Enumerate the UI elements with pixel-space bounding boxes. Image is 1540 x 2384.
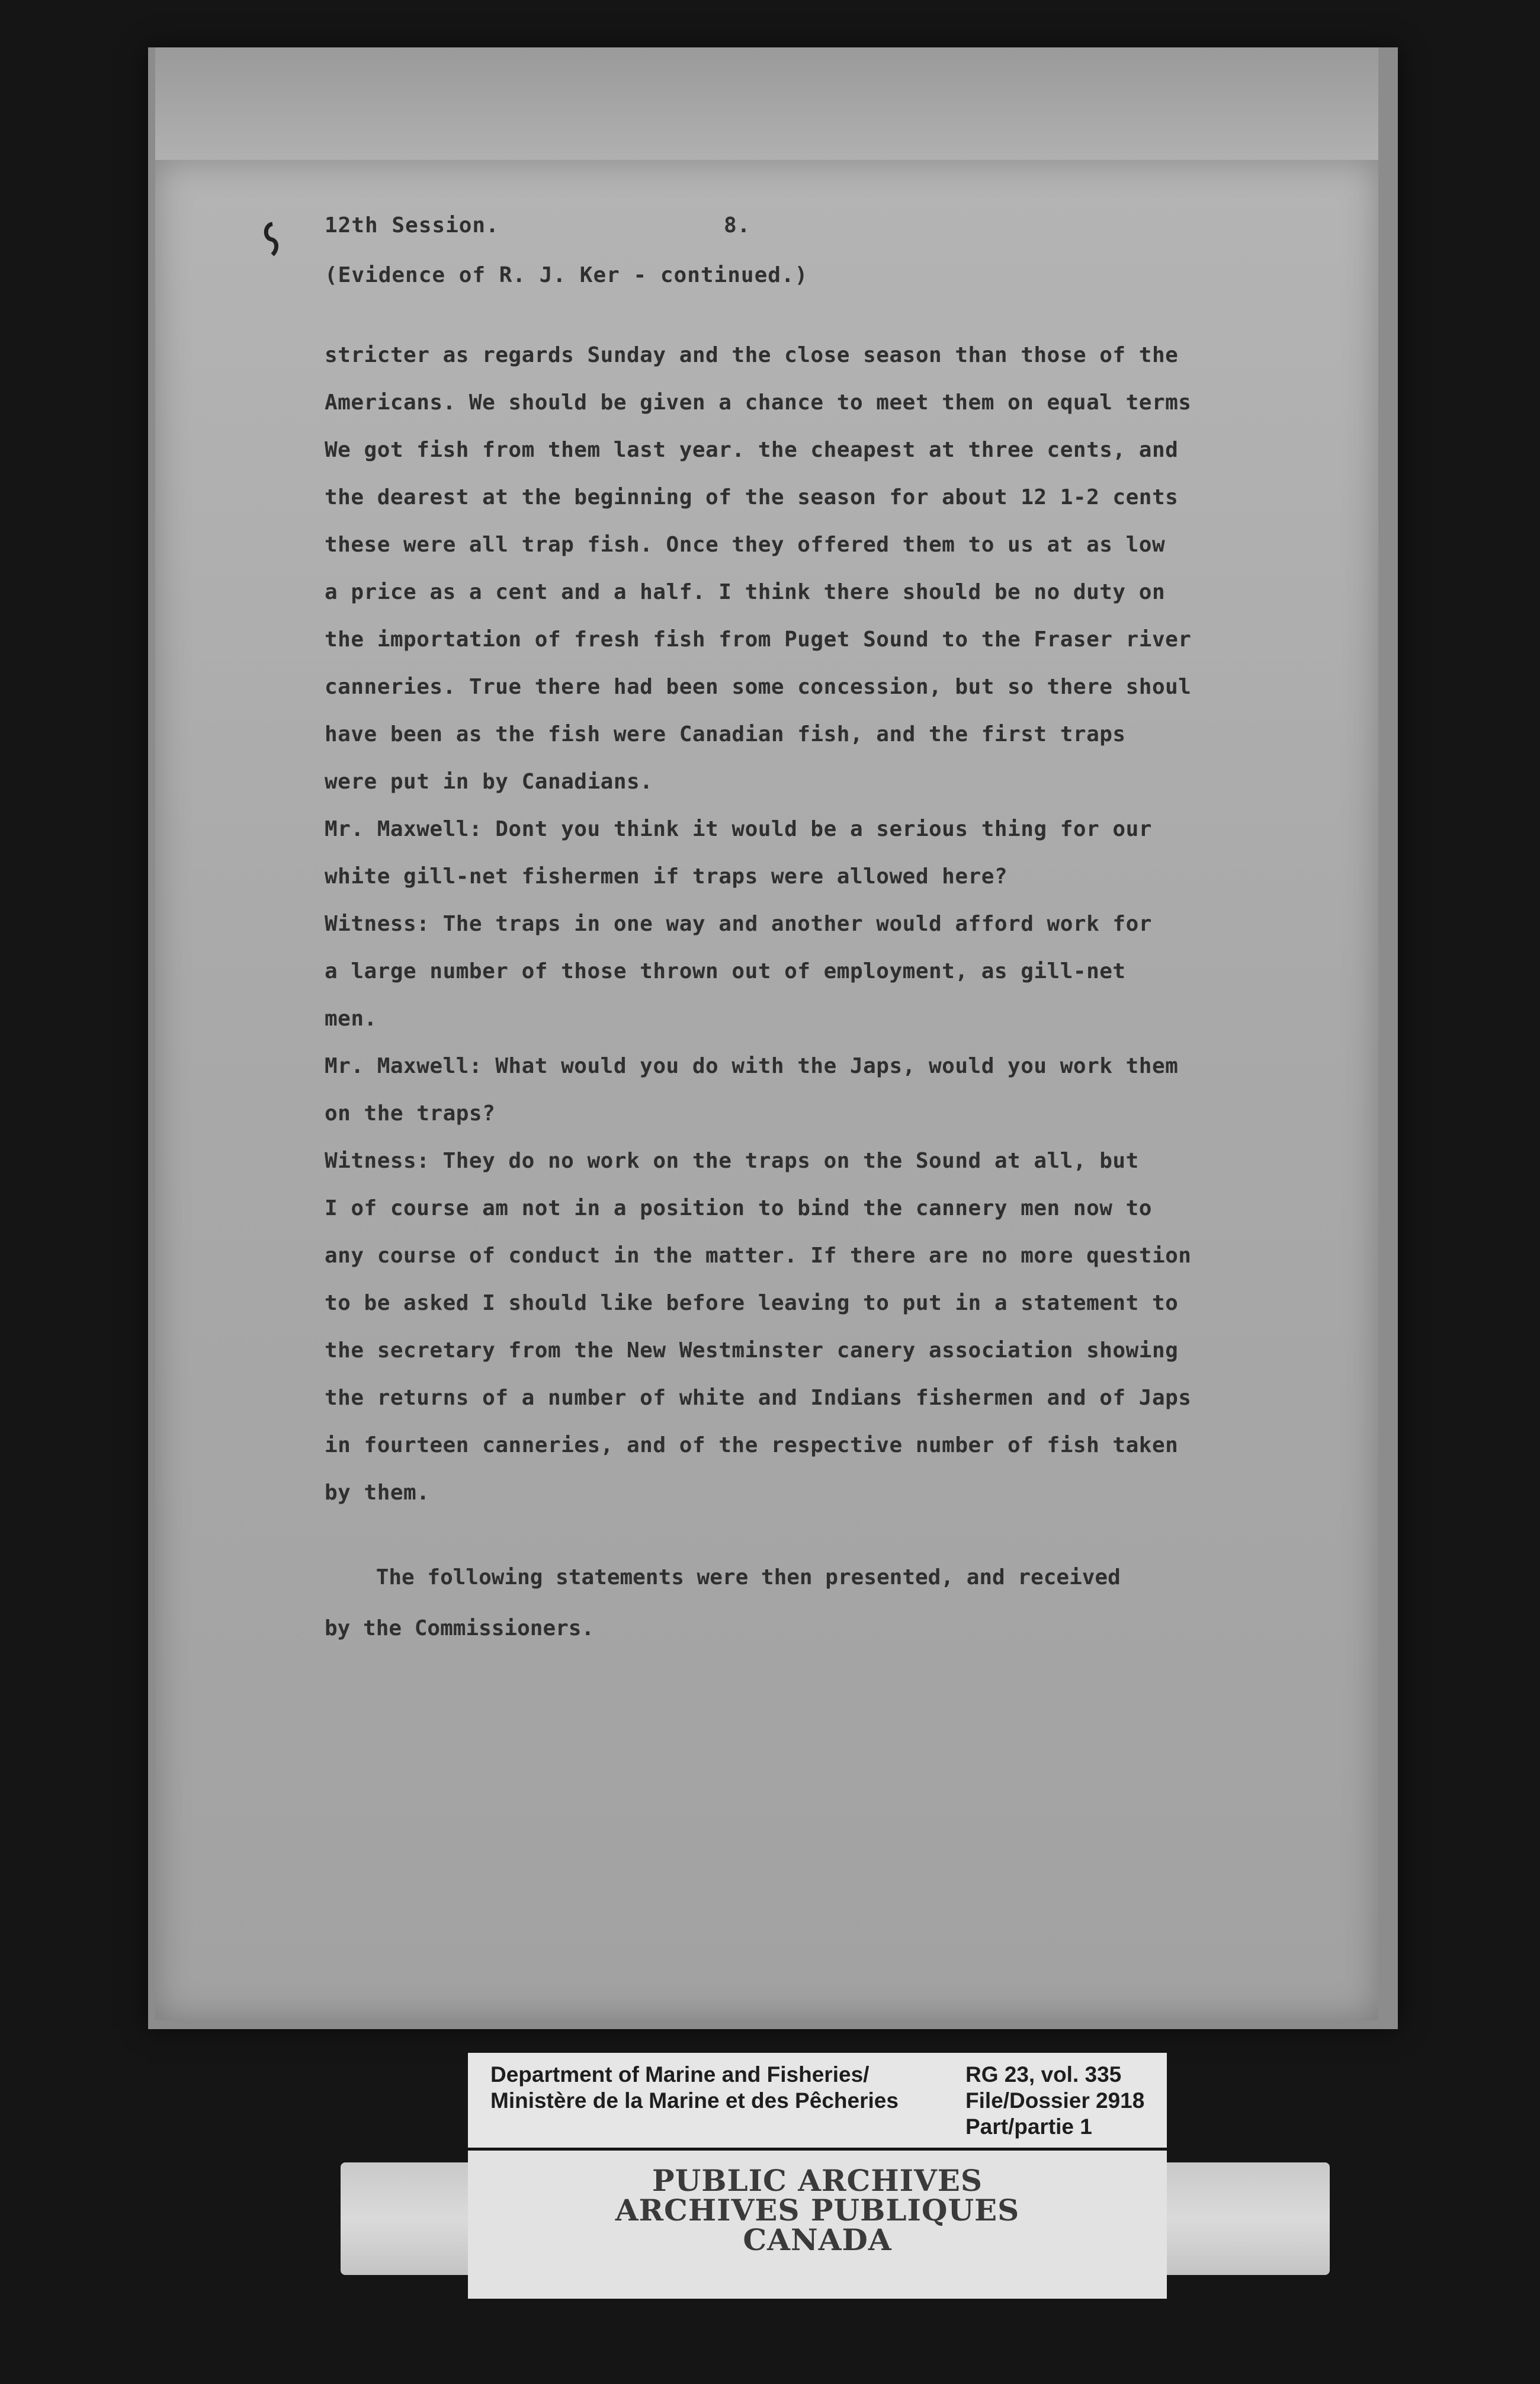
closing-statement (325, 1552, 1121, 1654)
body-line: the importation of fresh fish from Puget Sound to the Fraser river (325, 627, 1192, 652)
closing-line: The following statements were then presented, and received (325, 1565, 1121, 1590)
stamp-line-public-archives: PUBLIC ARCHIVES (652, 2163, 983, 2198)
body-line: We got fish from them last year. the cheapest at three cents, and (325, 438, 1179, 462)
body-line: these were all trap fish. Once they offered them to us at as low (325, 533, 1166, 557)
body-line: men. (325, 1007, 377, 1031)
body-line: a price as a cent and a half. I think there should be no duty on (325, 580, 1166, 604)
body-line: have been as the fish were Canadian fish, and the first traps (325, 722, 1126, 746)
body-line: to be asked I should like before leaving to put in a statement to (325, 1291, 1179, 1315)
body-line: the dearest at the beginning of the season for about 12 1-2 cents (325, 485, 1179, 510)
body-line: I of course am not in a position to bind the cannery men now to (325, 1196, 1152, 1220)
body-line: a large number of those thrown out of employment, as gill-net (325, 959, 1126, 983)
department-french: Ministère de la Marine et des Pêcheries (490, 2088, 899, 2113)
department-english: Department of Marine and Fisheries/ (490, 2062, 870, 2087)
body-line: Witness: The traps in one way and another would afford work for (325, 912, 1152, 936)
body-line: the returns of a number of white and Indians fishermen and of Japs (325, 1386, 1192, 1410)
body-line: canneries. True there had been some concession, but so there shoul (325, 675, 1192, 699)
body-line: white gill-net fishermen if traps were allowed here? (325, 864, 1008, 889)
record-group: RG 23, vol. 335 (965, 2062, 1122, 2087)
testimony-body (325, 332, 1272, 1517)
closing-line: by the Commissioners. (325, 1616, 595, 1640)
body-line: any course of conduct in the matter. If there are no more question (325, 1244, 1192, 1268)
body-line: were put in by Canadians. (325, 770, 653, 794)
body-line: Mr. Maxwell: What would you do with the Japs, would you work them (325, 1054, 1179, 1078)
stamp-line-canada: CANADA (743, 2222, 892, 2257)
stamp-line-archives-publiques: ARCHIVES PUBLIQUES (615, 2193, 1020, 2228)
body-line: Americans. We should be given a chance to meet them on equal terms (325, 390, 1192, 415)
body-line: Mr. Maxwell: Dont you think it would be a serious thing for our (325, 817, 1152, 841)
session-heading: 12th Session. (325, 213, 499, 238)
part-number: Part/partie 1 (965, 2114, 1092, 2139)
body-line: Witness: They do no work on the traps on the Sound at all, but (325, 1149, 1139, 1173)
sheet-top-edge (155, 47, 1378, 160)
evidence-heading: (Evidence of R. J. Ker - continued.) (325, 263, 808, 287)
file-number: File/Dossier 2918 (965, 2088, 1145, 2113)
page-number: 8. (724, 213, 751, 238)
body-line: in fourteen canneries, and of the respective number of fish taken (325, 1433, 1179, 1457)
margin-pencil-mark (261, 219, 284, 261)
body-line: stricter as regards Sunday and the close season than those of the (325, 343, 1179, 367)
body-line: by them. (325, 1481, 430, 1505)
body-line: on the traps? (325, 1101, 496, 1126)
body-line: the secretary from the New Westminster canery association showing (325, 1338, 1179, 1363)
